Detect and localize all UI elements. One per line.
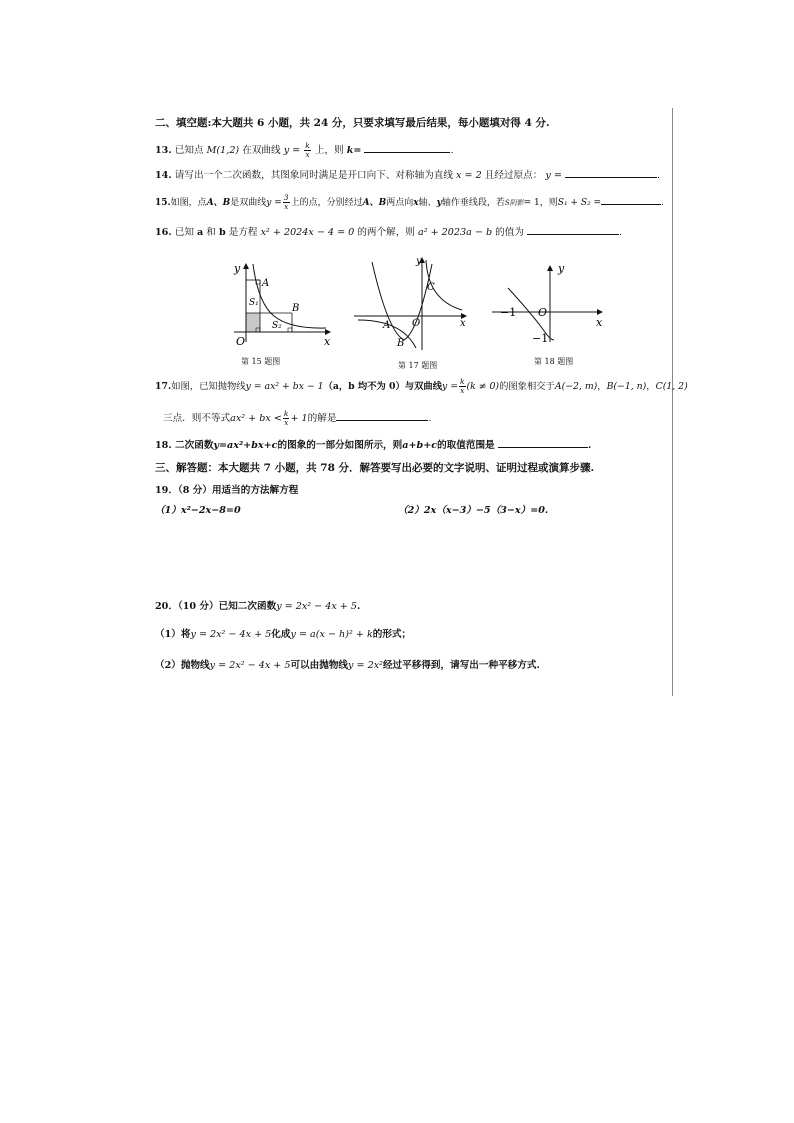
q18-expression: a+b+c bbox=[402, 440, 438, 451]
q20-part-2 bbox=[155, 659, 540, 673]
q15-number: 15. bbox=[155, 198, 171, 208]
q17-k-condition: (k ≠ 0) bbox=[466, 381, 500, 392]
fig17-label-c: C bbox=[427, 282, 435, 293]
q18-text-3: 的取值范围是 bbox=[437, 440, 495, 451]
q13-k: k= bbox=[346, 145, 362, 156]
q13-point: M(1,2) bbox=[206, 145, 240, 156]
q14-answer-blank[interactable] bbox=[565, 167, 657, 178]
q16-text-2: 和 bbox=[206, 227, 216, 238]
q13-period: . bbox=[450, 145, 454, 156]
fig15-shaded-region bbox=[246, 313, 260, 332]
q15-fraction: $\frac{3}{x}$ bbox=[283, 193, 289, 211]
fig15-hyperbola bbox=[253, 264, 326, 328]
fig17-label-y: y bbox=[416, 256, 422, 267]
fig15-label-x: x bbox=[324, 335, 331, 348]
fig17-label-b: B bbox=[397, 338, 405, 349]
question-16 bbox=[155, 224, 622, 240]
question-20 bbox=[155, 600, 360, 614]
question-17 bbox=[155, 378, 688, 395]
q16-period: . bbox=[619, 227, 623, 238]
question-13 bbox=[155, 142, 454, 159]
q13-equation: y = bbox=[283, 145, 301, 156]
q16-b: b bbox=[218, 227, 226, 238]
q20-p2-text: （2）抛物线 bbox=[155, 660, 210, 671]
q15-ab-2: A、B bbox=[362, 198, 387, 208]
q18-period: . bbox=[588, 440, 592, 451]
q18-text: 二次函数 bbox=[175, 440, 214, 451]
q17-inequality: ax² + bx < bbox=[230, 413, 282, 424]
q20-equation: y = 2x² − 4x + 5 bbox=[276, 601, 357, 612]
q19-part-1: （1）x²−2x−8=0 bbox=[155, 505, 241, 516]
q18-equation: y=ax²+bx+c bbox=[213, 440, 278, 451]
q14-text-2: 且经过原点： bbox=[484, 170, 543, 181]
fig17-label-o: O bbox=[412, 318, 421, 329]
fig17-label-x: x bbox=[460, 318, 466, 329]
question-14 bbox=[155, 167, 660, 183]
q18-number: 18. bbox=[155, 440, 172, 451]
q20-p2-text-3: 经过平移得到，请写出一种平移方式. bbox=[382, 660, 540, 671]
q15-text-6: 轴作垂线段，若 bbox=[441, 198, 505, 208]
q20-p1-equation: y = 2x² − 4x + 5 bbox=[190, 629, 272, 640]
q15-y: y bbox=[436, 198, 442, 208]
q13-fraction: $\frac{k}{x}$ bbox=[305, 141, 310, 159]
fig15-label-s2: S₂ bbox=[272, 321, 282, 331]
fig18-label-x: x bbox=[596, 316, 603, 329]
q15-text-5: 轴、 bbox=[418, 198, 437, 208]
q20-p1-text: （1）将 bbox=[155, 629, 191, 640]
q20-p2-equation: y = 2x² − 4x + 5 bbox=[209, 660, 291, 671]
question-15 bbox=[155, 194, 664, 211]
q17-text-3: 的图象相交于 bbox=[499, 381, 555, 392]
q17-fraction-2: $\frac{k}{x}$ bbox=[283, 409, 289, 427]
q13-number: 13. bbox=[155, 145, 172, 156]
q13-text-2: 在双曲线 bbox=[242, 145, 281, 156]
q15-period: . bbox=[661, 198, 664, 208]
q15-text-7: = 1，则 bbox=[523, 198, 558, 208]
q19-title: 19．（8 分）用适当的方法解方程 bbox=[155, 485, 299, 496]
q19-part-2: （2）2x（x−3）−5（3−x）=0. bbox=[398, 505, 549, 516]
q20-p2-equation-2: y = 2x² bbox=[348, 660, 383, 671]
q14-y: y = bbox=[545, 170, 562, 181]
q18-answer-blank[interactable] bbox=[498, 437, 588, 448]
fig18-label-minus1-x: −1 bbox=[500, 306, 517, 319]
q17-comma-2: ， bbox=[646, 381, 656, 392]
q15-ab: A、B bbox=[206, 198, 231, 208]
fig17-caption: 第 17 题图 bbox=[398, 361, 438, 370]
q20-part-1 bbox=[155, 628, 411, 642]
question-17-line-2 bbox=[163, 410, 432, 427]
fig15-label-s1: S₁ bbox=[249, 298, 259, 308]
q20-title: 20．（10 分）已知二次函数 bbox=[155, 601, 277, 612]
section-2-heading: 二、填空题:本大题共 6 小题，共 24 分，只要求填写最后结果，每小题填对得 4 分. bbox=[155, 117, 550, 129]
q15-text-3: 上的点，分别经过 bbox=[290, 198, 363, 208]
q16-text-5: 的值为 bbox=[495, 227, 524, 238]
q16-equation: x² + 2024x − 4 = 0 bbox=[260, 227, 355, 238]
q17-comma-1: ， bbox=[597, 381, 607, 392]
q20-p1-text-2: 化成 bbox=[271, 629, 291, 640]
q16-text-4: 的两个解，则 bbox=[357, 227, 415, 238]
q17-point-c: C(1, 2) bbox=[655, 381, 688, 392]
q17-text-2: （a，b 均不为 0）与双曲线 bbox=[323, 381, 442, 392]
q17-text: 如图，已知抛物线 bbox=[171, 381, 246, 392]
fig18-label-y: y bbox=[558, 262, 565, 275]
q14-period: . bbox=[656, 170, 661, 181]
margin-rule bbox=[672, 108, 673, 696]
q18-text-2: 的图象的一部分如图所示，则 bbox=[277, 440, 403, 451]
q17-line2-text: 三点．则不等式 bbox=[163, 413, 231, 424]
fig15-right-angle-3 bbox=[288, 328, 292, 332]
q17-line2-text-2: 的解是 bbox=[307, 413, 337, 424]
fig15-label-b: B bbox=[292, 303, 300, 314]
q17-hyperbola-equation: y = bbox=[442, 381, 458, 392]
q15-x: x bbox=[413, 198, 419, 208]
section-3-heading: 三、解答题：本大题共 7 小题，共 78 分．解答要写出必要的文字说明、证明过程或演算步骤. bbox=[155, 462, 595, 474]
fig18-caption: 第 18 题图 bbox=[534, 357, 574, 366]
q15-text-2: 是双曲线 bbox=[230, 198, 267, 208]
q16-number: 16. bbox=[155, 227, 172, 238]
fig17-parabola bbox=[372, 262, 432, 340]
q15-text-4: 两点向 bbox=[386, 198, 414, 208]
q14-number: 14. bbox=[155, 170, 172, 181]
q14-equation: x = 2 bbox=[456, 170, 482, 181]
q15-text: 如图，点 bbox=[170, 198, 207, 208]
q17-inequality-2: + 1 bbox=[290, 413, 308, 424]
figure-17 bbox=[350, 254, 470, 352]
q17-answer-blank[interactable] bbox=[336, 410, 428, 421]
fig18-label-o: O bbox=[538, 306, 548, 319]
q16-a: a bbox=[197, 227, 204, 238]
q20-p2-text-2: 可以由抛物线 bbox=[290, 660, 349, 671]
fig18-label-minus1-y: −1 bbox=[532, 332, 549, 345]
q17-period: . bbox=[428, 413, 432, 424]
q16-expression: a² + 2023a − b bbox=[417, 227, 493, 238]
fig17-label-a: A bbox=[383, 320, 391, 331]
fig15-caption: 第 15 题图 bbox=[241, 357, 281, 366]
q16-text: 已知 bbox=[174, 227, 194, 238]
q13-text: 已知点 bbox=[174, 145, 204, 156]
q17-point-a: A(−2, m) bbox=[554, 381, 598, 392]
q20-p1-vertex-form: y = a(x − h)² + k bbox=[290, 629, 373, 640]
figure-15 bbox=[226, 258, 336, 350]
q16-answer-blank[interactable] bbox=[527, 224, 619, 235]
q15-answer-blank[interactable] bbox=[601, 194, 661, 205]
q15-equation: y = bbox=[266, 198, 282, 208]
question-18 bbox=[155, 437, 591, 453]
q17-point-b: B(−1, n) bbox=[606, 381, 647, 392]
q16-text-3: 是方程 bbox=[228, 227, 258, 238]
q15-s-shaded: S阴影 bbox=[504, 199, 524, 207]
figure-18 bbox=[486, 260, 606, 346]
q20-p1-text-3: 的形式； bbox=[372, 629, 412, 640]
q13-answer-blank[interactable] bbox=[364, 142, 450, 153]
q20-period: . bbox=[357, 601, 361, 612]
q17-parabola-equation: y = ax² + bx − 1 bbox=[245, 381, 324, 392]
q13-text-3: 上，则 bbox=[314, 145, 344, 156]
q17-number: 17. bbox=[155, 381, 172, 392]
fig15-label-y: y bbox=[234, 262, 241, 275]
fig15-label-a: A bbox=[262, 278, 270, 289]
q14-text: 请写出一个二次函数，其图象同时满足是开口向下、对称轴为直线 bbox=[174, 170, 453, 181]
q17-fraction: $\frac{k}{x}$ bbox=[460, 377, 465, 395]
q15-sum: S₁ + S₂ = bbox=[557, 198, 601, 208]
fig15-label-o: O bbox=[236, 335, 246, 348]
